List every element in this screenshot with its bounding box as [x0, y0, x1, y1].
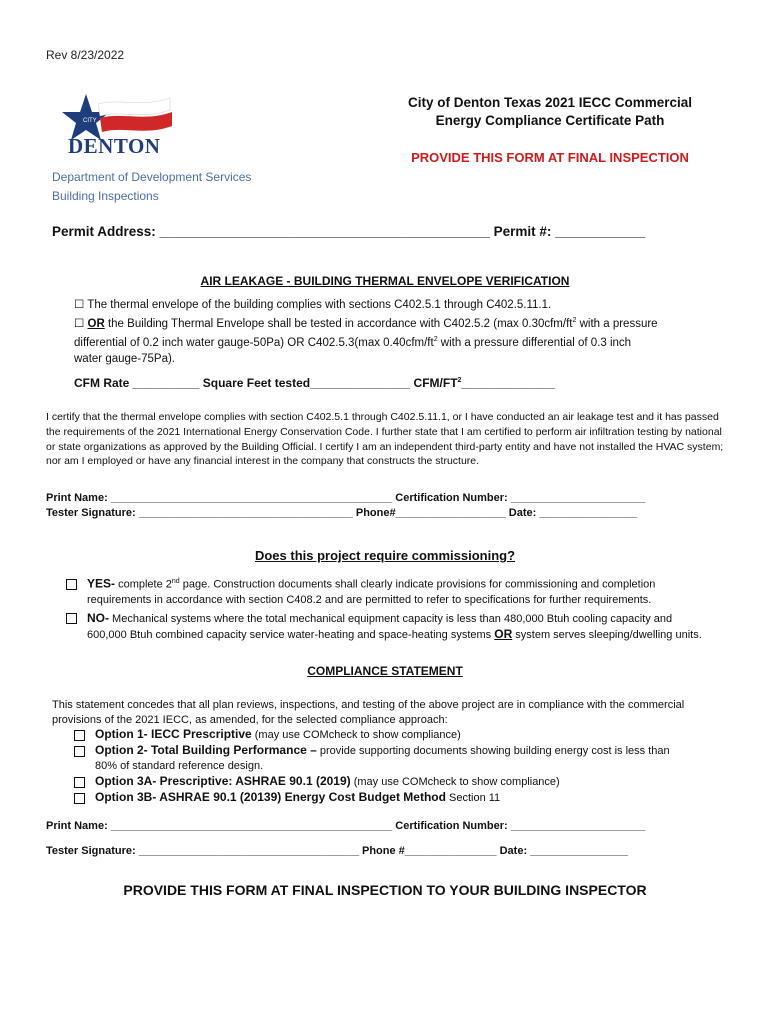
tester-signature-line-2[interactable]: Tester Signature: ____________________________________ Phone #_______________ Date: ________________	[46, 845, 629, 857]
option-3b-label: Option 3B- ASHRAE 90.1 (20139) Energy Cost Budget Method	[95, 790, 446, 804]
checkbox-icon[interactable]	[74, 746, 85, 757]
certification-statement: I certify that the thermal envelope complies with section C402.5.1 through C402.5.11.1, or I have conducted an air leakage test and it has passed the requirements of the 2021 International Energy Conservation Code. I further state that I am certified to perform air infiltration testing by national or state organizations as approved by the Building Official. I certify I am an independent third-party entity and have not installed the HVAC system; nor am I employed or have any financial interest in the company that constructs the structure.	[46, 411, 724, 468]
checkbox-icon[interactable]	[66, 579, 77, 590]
form-title-line1: City of Denton Texas 2021 IECC Commercial	[407, 95, 693, 110]
city-of-denton-logo	[50, 90, 190, 160]
compliance-text-line1: This statement concedes that all plan reviews, inspections, and testing of the above project are in compliance with the commercial	[52, 699, 685, 711]
commissioning-yes-option[interactable]	[66, 574, 726, 593]
yes-text-a: complete 2	[115, 578, 172, 591]
no-label: NO-	[87, 610, 109, 625]
permit-address-field[interactable]: ____________________________________________	[159, 224, 490, 239]
form-title-line2: Energy Compliance Certificate Path	[435, 113, 665, 128]
envelope-tested-option[interactable]	[74, 313, 724, 332]
checkbox-icon[interactable]	[74, 777, 85, 788]
envelope-tested-text: the Building Thermal Envelope shall be tested in accordance with C402.5.2 (max 0.30cfm/ft	[104, 317, 573, 330]
cfm-ft2-field[interactable]: ______________	[461, 376, 555, 390]
checkbox-icon[interactable]	[74, 793, 85, 804]
logo-small-text: CITY	[83, 118, 97, 124]
yes-text-line2: requirements in accordance with section C408.2 and are permitted to refer to specifications for further requirements.	[87, 593, 652, 606]
permit-number-field[interactable]: ____________	[555, 224, 646, 239]
checkbox-icon[interactable]	[66, 613, 77, 624]
yes-text-b: page. Construction documents shall clearly indicate provisions for commissioning and completion	[179, 578, 656, 591]
option-2-label: Option 2- Total Building Performance –	[95, 743, 317, 757]
option-3a[interactable]	[74, 774, 734, 790]
envelope-tested-line3: water gauge-75Pa).	[74, 352, 176, 365]
checkbox-icon[interactable]	[74, 730, 85, 741]
revision-date: Rev 8/23/2022	[46, 48, 125, 62]
provide-notice: PROVIDE THIS FORM AT FINAL INSPECTION	[411, 150, 689, 165]
cfm-row[interactable]	[74, 376, 555, 390]
commissioning-options	[66, 574, 726, 643]
option-1-note: (may use COMcheck to show compliance)	[251, 729, 461, 741]
option-1-label: Option 1- IECC Prescriptive	[95, 727, 252, 741]
sup-2: 2	[572, 317, 577, 324]
option-3a-label: Option 3A- Prescriptive: ASHRAE 90.1 (2019)	[95, 774, 351, 788]
cfm-fields[interactable]: CFM Rate __________ Square Feet tested_______________ CFM/FT	[74, 376, 458, 390]
no-text-a: Mechanical systems where the total mechanical equipment capacity is less than 480,000 Btuh cooling capacity and	[109, 612, 673, 625]
permit-row	[52, 224, 645, 239]
envelope-complies-text: The thermal envelope of the building complies with sections C402.5.1 through C402.5.11.1.	[87, 299, 552, 311]
yes-sup: nd	[171, 578, 180, 585]
option-2[interactable]	[74, 743, 734, 759]
permit-address-label: Permit Address:	[52, 224, 160, 239]
air-leakage-heading: AIR LEAKAGE - BUILDING THERMAL ENVELOPE VERIFICATION	[200, 274, 570, 288]
option-3a-note: (may use COMcheck to show compliance)	[350, 776, 560, 788]
form-title	[380, 94, 720, 130]
option-1[interactable]	[74, 727, 734, 743]
option-3b[interactable]	[74, 790, 734, 806]
envelope-tested-line2b: with a pressure differential of 0.3 inch	[437, 336, 632, 349]
yes-label: YES-	[87, 576, 116, 591]
department-info	[52, 168, 251, 206]
option-3b-note: Section 11	[445, 792, 501, 804]
department-name: Department of Development Services	[52, 170, 252, 184]
checkbox-icon[interactable]: ☐	[74, 317, 88, 330]
tester-signature-line-1[interactable]: Tester Signature: ___________________________________ Phone#__________________ Date: ________________	[46, 507, 638, 519]
envelope-tested-text-b: with a pressure	[576, 317, 658, 330]
print-name-line-2[interactable]: Print Name: ______________________________________________ Certification Number: ______________________	[46, 820, 646, 832]
checkbox-icon[interactable]: ☐	[74, 299, 88, 311]
compliance-text-line2: provisions of the 2021 IECC, as amended, for the selected compliance approach:	[52, 714, 448, 726]
sup-2b: 2	[433, 335, 438, 343]
sup-2c: 2	[457, 377, 462, 384]
footer-notice: PROVIDE THIS FORM AT FINAL INSPECTION TO YOUR BUILDING INSPECTOR	[123, 882, 647, 898]
division-name: Building Inspections	[52, 189, 159, 203]
envelope-tested-line2: differential of 0.2 inch water gauge-50Pa) OR C402.5.3(max 0.40cfm/ft	[74, 336, 434, 349]
logo-wordmark: DENTON	[68, 134, 161, 158]
compliance-text	[52, 698, 732, 728]
print-name-line-1[interactable]: Print Name: ______________________________________________ Certification Number: ______________________	[46, 492, 646, 504]
air-leakage-options	[74, 297, 724, 367]
no-or-label: OR	[494, 626, 513, 641]
option-2-note: provide supporting documents showing building energy cost is less than	[316, 745, 670, 757]
no-text-line2b: system serves sleeping/dwelling units.	[512, 628, 702, 641]
compliance-heading: COMPLIANCE STATEMENT	[307, 664, 463, 678]
commissioning-no-option[interactable]	[66, 611, 726, 627]
commissioning-question: Does this project require commissioning?	[254, 548, 516, 563]
or-label: OR	[87, 317, 105, 330]
option-2-note-line2: 80% of standard reference design.	[95, 760, 264, 772]
no-text-line2: 600,000 Btuh combined capacity service water-heating and space-heating systems	[87, 628, 495, 641]
compliance-options	[74, 727, 734, 806]
envelope-complies-option[interactable]	[74, 297, 724, 313]
permit-number-label: Permit #:	[489, 224, 556, 239]
